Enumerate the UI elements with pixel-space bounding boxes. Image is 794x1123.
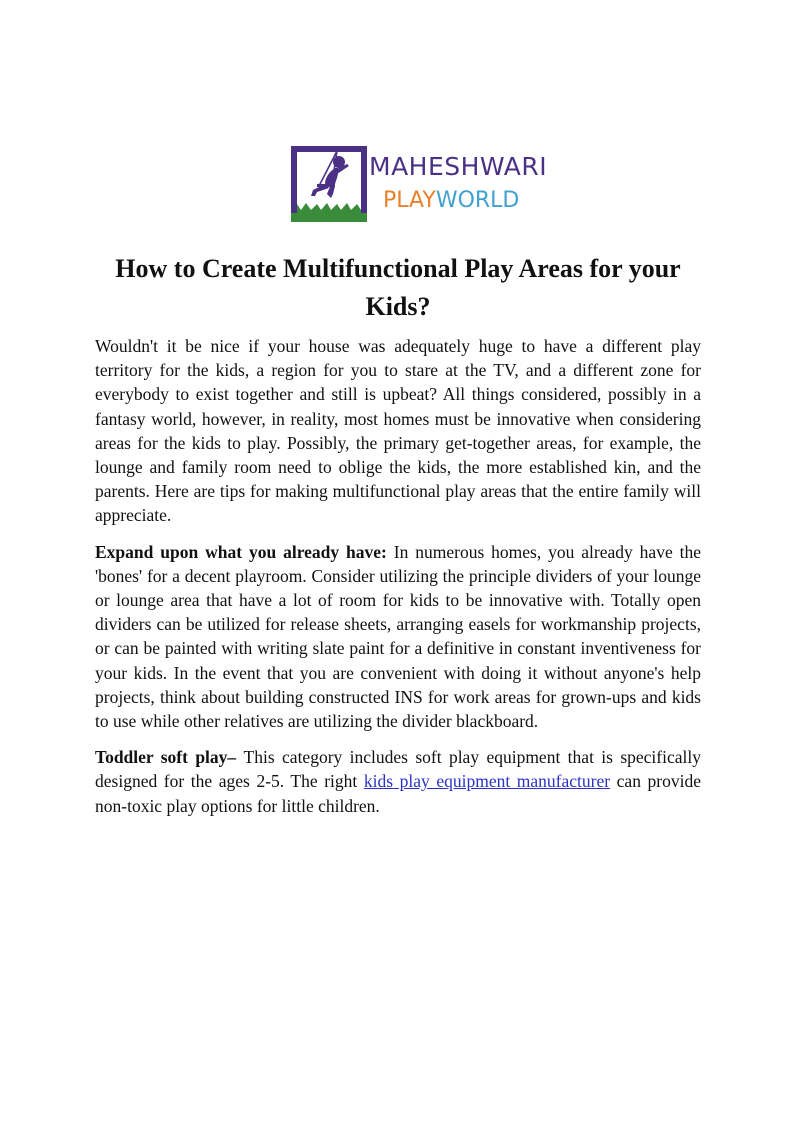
intro-paragraph: Wouldn't it be nice if your house was adequately huge to have a different play territory for the kids, a region for you to stare at the TV, and a different zone for everybody to exist together and still is upbeat? All things considered, possibly in a fantasy world, however, in reality, most homes must be innovative when considering areas for the kids to play. Possibly, the primary get-together areas, for example, the lounge and family room need to oblige the kids, the more established kin, and the parents. Here are tips for making multifunctional play areas that the entire family will appreciate.	[95, 336, 701, 526]
toddler-heading-text: Toddler soft play	[95, 747, 228, 768]
grass-shape	[291, 203, 367, 222]
maheshwari-playworld-logo	[291, 146, 548, 222]
article-title: How to Create Multifunctional Play Areas for your Kids?	[115, 254, 681, 321]
expand-body: In numerous homes, you already have the 'bones' for a decent playroom. Consider utilizing the principle dividers of your lounge or lounge area that have a lot of room for kids to be innovative with. Totally open dividers can be utilized for release sheets, arranging easels for workmanship projects, or can be painted with writing slate paint for a definitive in constant inventiveness for your kids. In the event that you are convenient with doing it without anyone's help projects, think about building constructed INS for work areas for grown-ups and kids to use while other relatives are utilizing the divider blackboard.	[95, 541, 701, 732]
logo-brand-name: MAHESHWARI	[369, 152, 548, 181]
swing-child-icon	[291, 146, 367, 222]
logo-wordmark	[369, 146, 548, 222]
toddler-body-before: This category includes soft play equipment that is specifically designed for the ages 2-5. The right	[95, 747, 701, 792]
logo-world-word: WORLD	[435, 188, 520, 213]
expand-paragraph	[95, 540, 701, 734]
expand-heading: Expand upon what you already have:	[95, 541, 387, 562]
kids-play-equipment-manufacturer-link[interactable]: kids play equipment manufacturer	[363, 771, 611, 792]
toddler-heading-dash: –	[227, 747, 244, 768]
toddler-paragraph	[95, 745, 701, 818]
toddler-body-after: can provide non-toxic play options for little children.	[95, 771, 701, 816]
article-body	[95, 334, 701, 830]
logo-play-word: PLAY	[383, 188, 436, 213]
toddler-heading	[95, 747, 244, 767]
logo-subbrand	[383, 190, 519, 212]
